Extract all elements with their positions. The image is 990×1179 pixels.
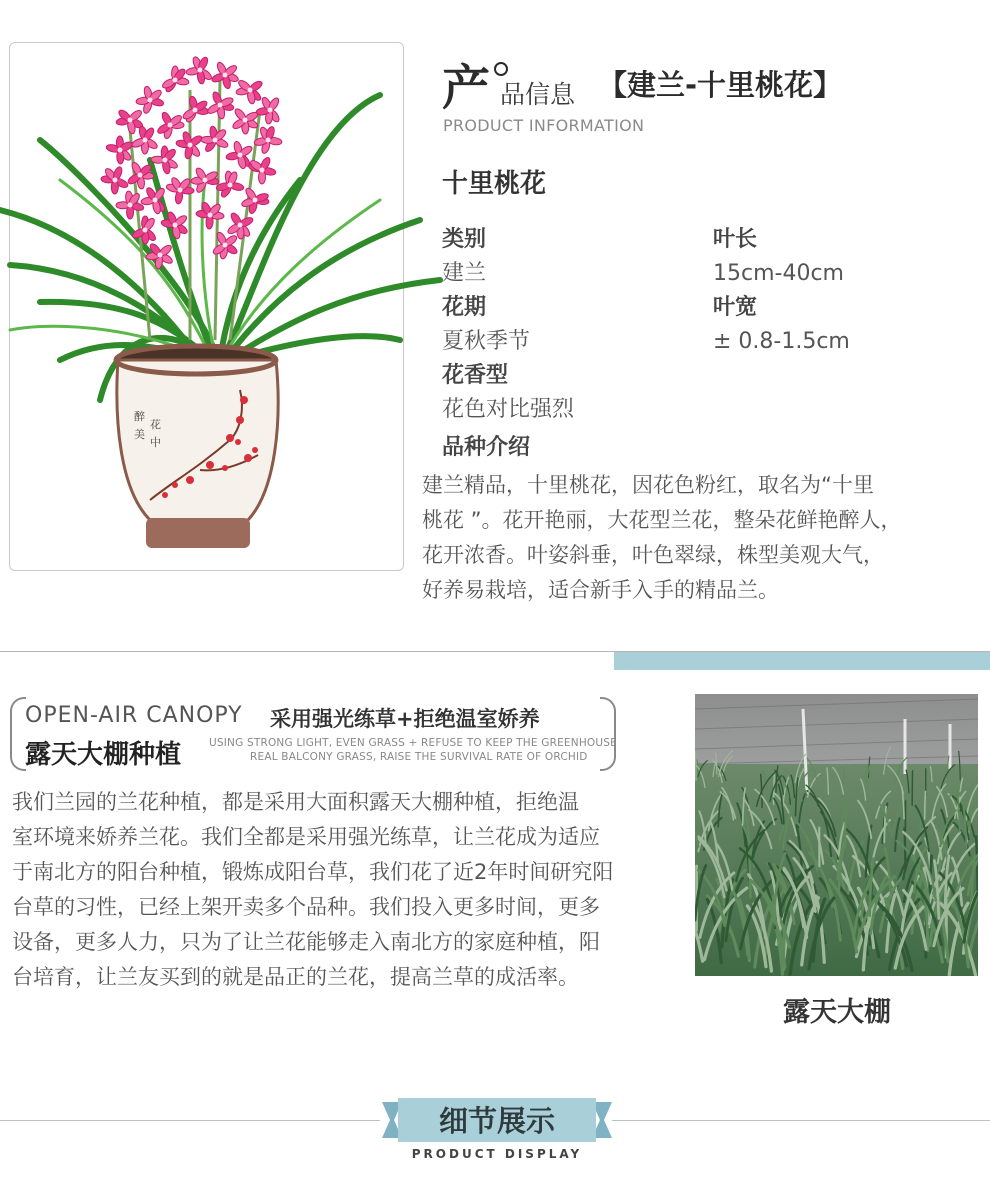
canopy-line: 台草的习性，已经上架开卖多个品种。我们投入更多时间，更多 [12, 895, 600, 919]
canopy-line: 设备，更多人力，只为了让兰花能够走入南北方的家庭种植，阳 [12, 930, 600, 954]
canopy-title: 露天大棚种植 [25, 740, 182, 770]
intro-line: 好养易栽培，适合新手入手的精品兰。 [422, 578, 779, 602]
footer-line-left [0, 1120, 380, 1121]
bracket-left [10, 697, 26, 771]
photo-caption: 露天大棚 [783, 997, 891, 1028]
svg-text:中: 中 [150, 436, 161, 449]
bracket-right [600, 697, 616, 771]
detail-display-heading: 细节展示 [438, 1104, 555, 1138]
spec-label: 花香型 [442, 363, 509, 388]
divider-accent-bar [614, 652, 990, 670]
svg-text:美: 美 [134, 428, 145, 441]
orchid-plant-image [0, 40, 470, 570]
canopy-line: 于南北方的阳台种植，锻炼成阳台草，我们花了近2年时间研究阳 [12, 860, 614, 884]
spec-label: 类别 [442, 227, 487, 252]
product-name-heading: 十里桃花 [442, 169, 547, 199]
product-display-english: PRODUCT DISPLAY [411, 1147, 583, 1161]
spec-value: 花色对比强烈 [442, 397, 575, 422]
intro-line: 建兰精品，十里桃花，因花色粉红，取名为“十里 [422, 473, 874, 497]
spec-value: 建兰 [442, 261, 487, 286]
title-english: PRODUCT INFORMATION [443, 116, 645, 135]
spec-value: 夏秋季节 [442, 329, 531, 354]
canopy-english-title: OPEN-AIR CANOPY [25, 703, 243, 728]
greenhouse-photo [695, 694, 978, 976]
variety-intro-heading: 品种介绍 [442, 435, 531, 460]
spec-value: 15cm-40cm [713, 261, 844, 286]
canopy-english-sub-1: USING STRONG LIGHT, EVEN GRASS + REFUSE TO KEEP THE GREENHOUSE [209, 737, 617, 749]
product-name-bracket: 【建兰-十里桃花】 [598, 68, 843, 102]
intro-line: 桃花 ”。花开艳丽，大花型兰花，整朵花鲜艳醉人， [422, 508, 902, 532]
svg-text:花: 花 [150, 418, 161, 431]
title-degree-mark [494, 62, 508, 76]
canopy-subtitle: 采用强光练草+拒绝温室娇养 [270, 707, 540, 731]
canopy-body-text [12, 785, 662, 995]
canopy-line: 我们兰园的兰花种植，都是采用大面积露天大棚种植，拒绝温 [12, 790, 579, 814]
spec-label: 叶宽 [713, 295, 758, 320]
variety-intro-text [422, 468, 990, 608]
spec-value: ± 0.8-1.5cm [713, 329, 850, 354]
title-rest: 品信息 [500, 80, 576, 109]
canopy-line: 室环境来娇养兰花。我们全都是采用强光练草，让兰花成为适应 [12, 825, 600, 849]
specs-right-column [713, 223, 850, 359]
canopy-line: 台培育，让兰友买到的就是品正的兰花，提高兰草的成活率。 [12, 965, 579, 989]
svg-text:醉: 醉 [134, 410, 145, 423]
specs-left-column [442, 223, 574, 427]
canopy-english-sub-2: REAL BALCONY GRASS, RAISE THE SURVIVAL RATE OF ORCHID [250, 751, 588, 763]
title-first-char: 产 [442, 60, 491, 116]
spec-label: 叶长 [713, 227, 758, 252]
spec-label: 花期 [442, 295, 487, 320]
intro-line: 花开浓香。叶姿斜垂，叶色翠绿，株型美观大气， [422, 543, 884, 567]
footer-line-right [612, 1120, 990, 1121]
